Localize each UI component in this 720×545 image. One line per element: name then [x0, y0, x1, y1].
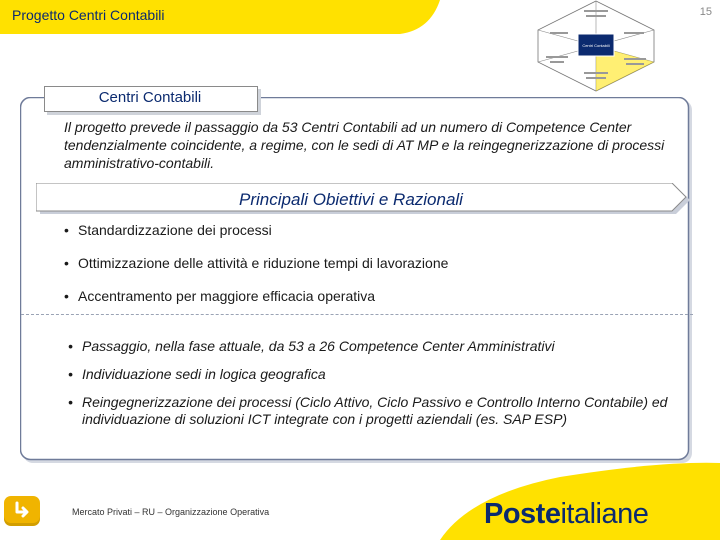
hex-center-label: Centri Contabili — [582, 43, 610, 48]
objective-item: • Standardizzazione dei processi — [64, 222, 664, 239]
hex-diagram — [526, 0, 666, 92]
action-item: • Individuazione sedi in logica geografica — [68, 366, 668, 383]
objectives-list — [64, 222, 664, 321]
objectives-title: Principali Obiettivi e Razionali — [239, 190, 463, 209]
section-title: Centri Contabili — [98, 89, 202, 106]
action-item: • Reingegnerizzazione dei processi (Ciclo Attivo, Ciclo Passivo e Controllo Interno Contabile) ed individuazione di soluzioni ICT integrate con i progetti aziendali (es. SAP ESP) — [68, 394, 668, 428]
footer-text: Mercato Privati – RU – Organizzazione Operativa — [72, 507, 270, 517]
section-divider — [21, 314, 693, 315]
brand-logo — [484, 498, 648, 531]
arrow-down-right-icon — [11, 501, 33, 521]
brand-logo-light: italiane — [560, 498, 649, 530]
slide-title: Progetto Centri Contabili — [12, 7, 165, 23]
brand-logo-strong: Poste — [484, 498, 561, 530]
actions-list — [68, 338, 668, 439]
objective-item: • Accentramento per maggiore efficacia operativa — [64, 288, 664, 305]
objective-item: • Ottimizzazione delle attività e riduzione tempi di lavorazione — [64, 255, 664, 272]
page-number: 15 — [699, 6, 712, 18]
nav-button[interactable] — [4, 496, 40, 526]
intro-paragraph: Il progetto prevede il passaggio da 53 Centri Contabili ad un numero di Competence Center tendenzialmente coincidente, a regime, con le sedi di AT MP e la reingegnerizzazione di processi amministrativo-contabili. — [64, 119, 665, 171]
action-item: • Passaggio, nella fase attuale, da 53 a 26 Competence Center Amministrativi — [68, 338, 668, 355]
